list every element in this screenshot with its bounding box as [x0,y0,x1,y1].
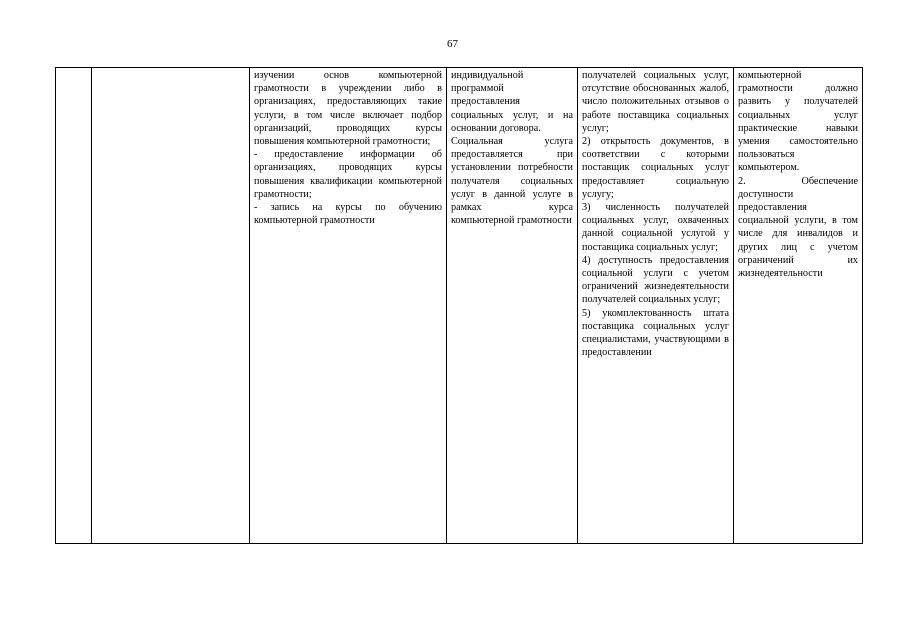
cell-paragraph: получателей социальных услуг, отсутствие обоснованных жалоб, число положительных отзывов о работе поставщика социальных услуг; [582,70,729,134]
cell-service-terms [447,68,578,544]
cell-paragraph: 2) открытость документов, в соответствии с которыми поставщик социальных услуг предоставляет социальную услугу; [582,136,729,200]
cell-service-conditions [734,68,863,544]
cell-paragraph: Социальная услуга предоставляется при установлении потребности получателя социальных услуг в данной услуге в рамках курса компьютерной грамотности [451,136,573,227]
cell-paragraph: 4) доступность предоставления социальной услуги с учетом ограничений жизнедеятельности получателей социальных услуг; [582,254,729,306]
cell-quality-indicators [578,68,734,544]
cell-paragraph: 3) численность получателей социальных услуг, охваченных данной социальной услугой у поставщика социальных услуг; [582,202,729,253]
cell-paragraph: компьютерной грамотности должно развить у получателей социальных услуг практические навыки умения самостоятельно пользоваться компьютером. [738,70,858,174]
cell-paragraph: 2. Обеспечение доступности предоставления социальной услуги, в том числе для инвалидов и других лиц с учетом ограничений их жизнедеятельности [738,175,858,280]
cell-paragraph: индивидуальной программой предоставления социальных услуг, и на основании договора. [451,70,573,134]
cell-service-description [250,68,447,544]
cell-index [56,68,92,544]
cell-service-name [92,68,250,544]
services-table [55,67,863,544]
page-number: 67 [447,38,458,50]
cell-paragraph: - предоставление информации об организациях, проводящих курсы повышения квалификации компьютерной грамотности; [254,149,442,200]
cell-paragraph: - запись на курсы по обучению компьютерной грамотности [254,202,442,227]
cell-paragraph: изучении основ компьютерной грамотности в учреждении либо в организациях, предоставляющих такие услуги, в том числе включает подбор организаций, проводящих курсы повышения компьютерной грамотности; [254,70,442,148]
table-row [56,68,863,544]
cell-paragraph: 5) укомплектованность штата поставщика социальных услуг специалистами, участвующими в предоставлении [582,307,729,359]
